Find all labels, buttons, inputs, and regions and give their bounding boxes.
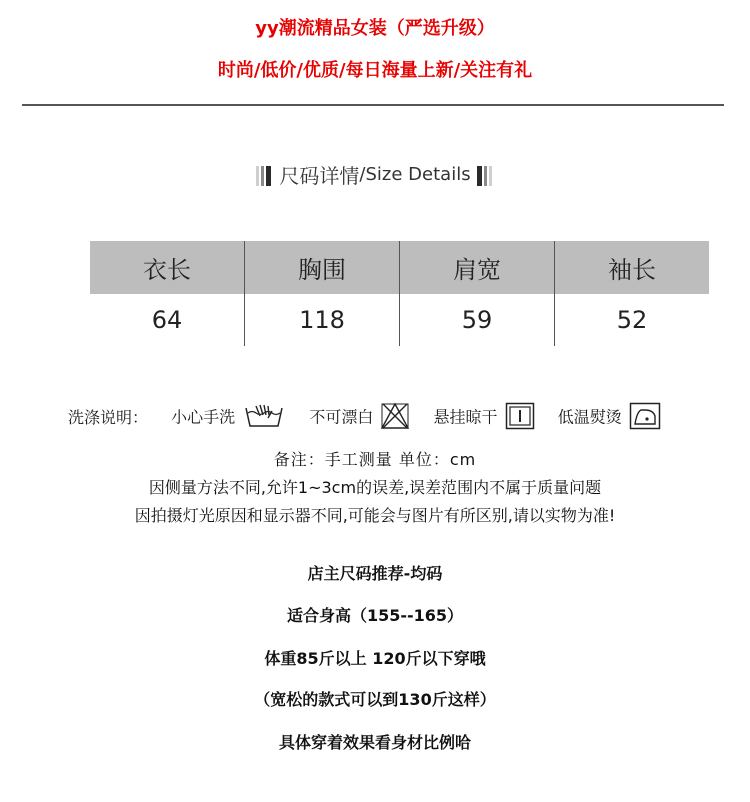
header-divider (22, 104, 724, 106)
section-title (0, 160, 750, 189)
recommend-loose-fit: （宽松的款式可以到130斤这样） (254, 690, 496, 709)
section-title-cn: 尺码详情 (279, 164, 360, 188)
value-shoulder: 59 (400, 294, 555, 346)
care-no-bleach-label: 不可漂白 (309, 407, 374, 427)
note-unit: 备注：手工测量 单位：cm (273, 450, 477, 469)
recommend-height: 适合身高（155--165） (286, 606, 464, 625)
recommend-weight: 体重85斤以上 120斤以下穿哦 (264, 649, 486, 668)
size-table-header-row (90, 241, 709, 294)
care-no-bleach (309, 402, 410, 430)
header-length: 衣长 (90, 241, 245, 294)
value-bust: 118 (245, 294, 400, 346)
right-bars-decoration (477, 163, 494, 187)
header-shoulder: 肩宽 (400, 241, 555, 294)
section-title-en: Size Details (365, 164, 471, 185)
care-low-iron-label: 低温熨烫 (557, 407, 622, 427)
store-slogan: 时尚/低价/优质/每日海量上新/关注有礼 (217, 60, 533, 81)
value-sleeve: 52 (555, 294, 710, 346)
care-label: 洗涤说明： (68, 407, 149, 427)
care-hang-dry-label: 悬挂晾干 (433, 407, 498, 427)
care-hang-dry (434, 402, 535, 430)
left-bars-decoration (256, 163, 273, 187)
header-bust: 胸围 (245, 241, 400, 294)
no-bleach-icon (380, 402, 410, 430)
hang-dry-icon (505, 402, 535, 430)
recommend-note: 具体穿着效果看身材比例哈 (278, 733, 471, 752)
care-hand-wash-label: 小心手洗 (171, 407, 236, 427)
care-hand-wash (171, 402, 286, 430)
care-instructions (68, 402, 708, 430)
note-tolerance: 因侧量方法不同,允许1~3cm的误差,误差范围内不属于质量问题 (148, 478, 602, 497)
care-low-iron (558, 402, 661, 430)
size-table (90, 241, 709, 346)
store-title: yy潮流精品女装（严选升级） (255, 18, 495, 39)
value-length: 64 (151, 306, 183, 334)
hand-wash-icon (242, 402, 286, 430)
section-title-separator: / (359, 164, 366, 185)
low-iron-icon (629, 402, 661, 430)
recommend-size: 店主尺码推荐-均码 (307, 564, 443, 583)
header-sleeve: 袖长 (555, 241, 710, 294)
note-color-difference: 因拍摄灯光原因和显示器不同,可能会与图片有所区别,请以实物为准! (134, 506, 616, 525)
size-table-value-row (90, 294, 709, 346)
